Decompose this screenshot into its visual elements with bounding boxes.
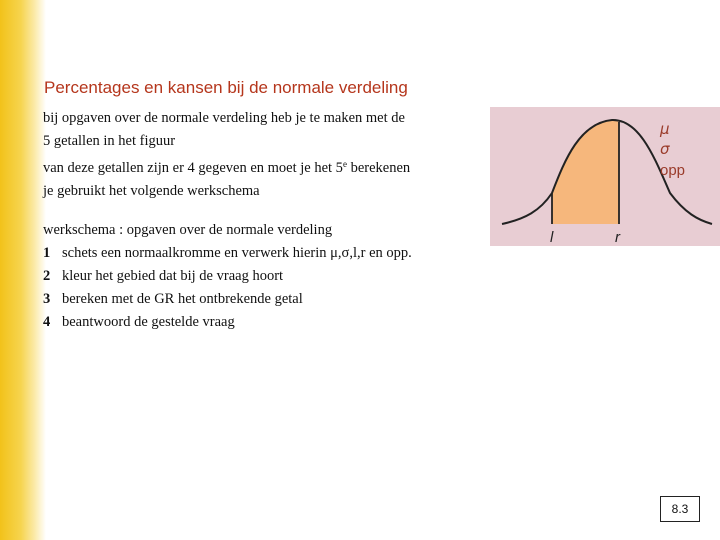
label-r: r bbox=[615, 229, 620, 246]
decorative-side-bar bbox=[0, 0, 46, 540]
step-item bbox=[43, 265, 493, 288]
legend-sigma: σ bbox=[660, 140, 670, 158]
ordinal-superscript: e bbox=[342, 159, 347, 169]
step-text: beantwoord de gestelde vraag bbox=[62, 314, 235, 330]
step-item bbox=[43, 242, 493, 265]
legend-mu: μ bbox=[660, 120, 670, 138]
label-l: l bbox=[550, 229, 554, 246]
werkschema-title: werkschema : opgaven over de normale verdeling bbox=[43, 222, 333, 238]
step-item bbox=[43, 288, 493, 311]
step-text: schets een normaalkromme en verwerk hierin μ,σ,l,r en opp. bbox=[62, 245, 412, 261]
normal-distribution-figure bbox=[490, 107, 720, 246]
legend-opp: opp bbox=[660, 162, 686, 179]
step-number: 3 bbox=[43, 291, 51, 307]
intro-line-3-end: berekenen bbox=[346, 160, 411, 176]
intro-line-4: je gebruikt het volgende werkschema bbox=[43, 183, 260, 199]
intro-line-3 bbox=[43, 153, 483, 180]
step-number: 1 bbox=[43, 245, 51, 261]
slide-title: Percentages en kansen bij de normale verdeling bbox=[44, 78, 408, 97]
shaded-area bbox=[552, 120, 619, 224]
step-item bbox=[43, 311, 493, 334]
step-text: bereken met de GR het ontbrekende getal bbox=[62, 291, 303, 307]
step-number: 2 bbox=[43, 268, 51, 284]
page-number-badge: 8.3 bbox=[660, 496, 700, 522]
intro-text bbox=[43, 107, 483, 203]
intro-line-2: 5 getallen in het figuur bbox=[43, 133, 176, 149]
werkschema bbox=[43, 219, 493, 334]
step-text: kleur het gebied dat bij de vraag hoort bbox=[62, 268, 284, 284]
normal-curve-svg bbox=[490, 107, 720, 246]
intro-line-3-text: van deze getallen zijn er 4 gegeven en moet je het 5 bbox=[43, 160, 343, 176]
step-number: 4 bbox=[43, 314, 51, 330]
intro-line-1: bij opgaven over de normale verdeling heb je te maken met de bbox=[43, 110, 405, 126]
